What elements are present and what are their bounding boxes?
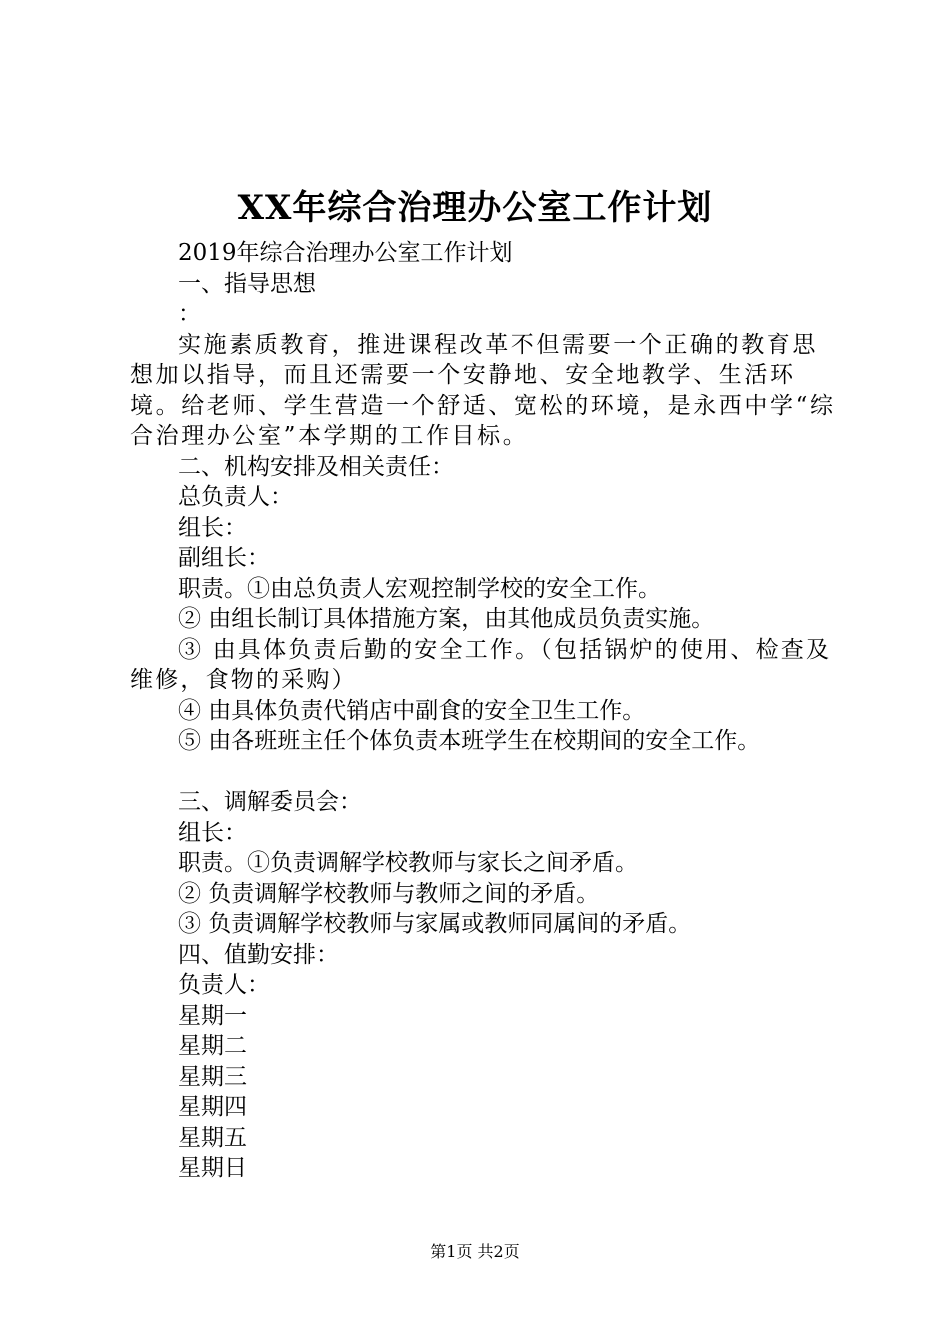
section4-heading: 四、值勤安排： [178,941,339,968]
section1-colon: ： [178,301,201,327]
section4-line: 星期四 [178,1094,247,1120]
section4-line: 星期二 [178,1033,247,1059]
section3-line: 组长： [178,819,247,846]
blank-line [130,757,840,788]
section2-line: 组长： [178,514,247,541]
section2-item4: ④ 由具体负责代销店中副食的安全卫生工作。 [178,697,646,724]
section1-heading: 一、指导思想 [178,270,316,297]
section3-line: ③ 负责调解学校教师与家属或教师同属间的矛盾。 [178,911,692,937]
section2-heading: 二、机构安排及相关责任： [178,453,454,480]
section4-line: 星期五 [178,1124,247,1151]
section2-item5: ⑤ 由各班班主任个体负责本班学生在校期间的安全工作。 [178,728,761,754]
section3-line: 职责。①负责调解学校教师与家长之间矛盾。 [178,850,638,876]
page-footer: 第1页 共2页 [430,1242,520,1261]
section3-heading: 三、调解委员会： [178,789,362,815]
section4-line: 负责人： [178,972,270,998]
section2-line: 总负责人： [178,484,293,510]
section2-line: 职责。①由总负责人宏观控制学校的安全工作。 [178,575,661,602]
section2-item3: ③ 由具体负责后勤的安全工作。（包括锅炉的使用、检查及维修，食物的采购） [130,636,832,693]
section2-line: 副组长： [178,545,270,571]
section4-line: 星期三 [178,1063,247,1090]
document-subtitle: 2019年综合治理办公室工作计划 [178,240,513,266]
section4-line: 星期一 [178,1002,247,1029]
document-body [130,238,840,1184]
section4-line: 星期日 [178,1155,247,1181]
section2-line: ② 由组长制订具体措施方案，由其他成员负责实施。 [178,606,715,632]
page-title: XX年综合治理办公室工作计划 [237,188,713,228]
section3-line: ② 负责调解学校教师与教师之间的矛盾。 [178,880,600,907]
section1-paragraph: 实施素质教育，推进课程改革不但需要一个正确的教育思想加以指导，而且还需要一个安静地、安全地教学、生活环境。给老师、学生营造一个舒适、宽松的环境，是永西中学“综合治理办公室”本学期的工作目标。 [130,331,836,449]
